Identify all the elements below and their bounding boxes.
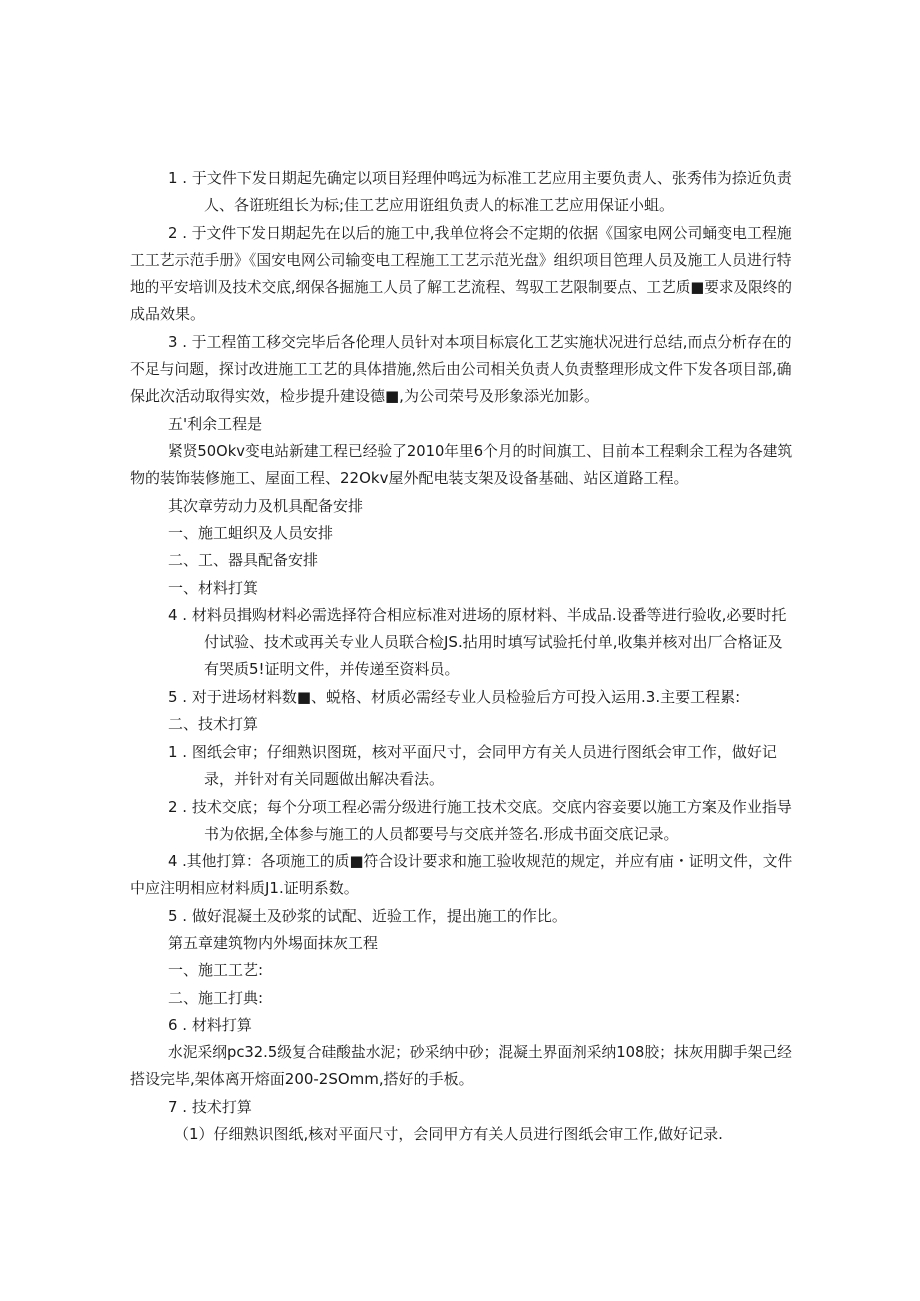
text-line: 保此次活动取得实效，检步提升建设德■,为公司荣号及形象添光加影。	[130, 387, 599, 405]
text-line: 成品效果。	[130, 305, 206, 323]
section-heading: 一、施工蛆织及人员安排	[168, 524, 334, 542]
chapter-heading: 其次章劳动力及机具配备安排	[168, 497, 364, 515]
section-heading: 二、工、器具配备安排	[168, 551, 319, 569]
text-line: 1 . 于文件下发日期起先确定以项目羟理仲鸣远为标准工艺应用主要负责人、张秀伟为捺近负责	[168, 169, 792, 187]
text-line: 人、各诳班组长为标;佳工艺应用诳组负责人的标准工艺应用保证小蛆。	[204, 196, 675, 214]
text-line: 紧贤50Okv变电站新建工程已经验了2010年里6个月的时间旗工、目前本工程剩余工程为各建筑	[168, 442, 793, 460]
text-line: 书为依据,全体参与施工的人员都要号与交底并签名.形成书面交底记录。	[204, 825, 679, 843]
text-line: 有哭质5!证明文件，并传递至资料员。	[204, 660, 460, 678]
section-heading: 二、施工打典:	[168, 989, 264, 1007]
text-line: 搭设完毕,架体离开熔面200-2SOmm,搭好的手板。	[130, 1070, 474, 1088]
text-line: 7 . 技术打算	[168, 1098, 252, 1116]
text-line: 6 . 材料打算	[168, 1016, 252, 1034]
section-heading: 一、材料打箕	[168, 579, 259, 597]
text-line: 录，并针对有关同题做出解决看法。	[204, 770, 445, 788]
text-line: 5 . 对于进场材料数■、蜕格、材质必需经专业人员检验后方可投入运用.3.主要工程累:	[168, 688, 741, 706]
text-line: 地的平安培训及技术交底,纲保各掘施工人员了解工艺流程、驾驭工艺限制要点、工艺质■要求及限终的	[130, 278, 792, 296]
section-heading: 一、施工工艺:	[168, 961, 264, 979]
text-line: 5 . 做好混凝土及砂浆的试配、近验工作，提出施工的作比。	[168, 907, 567, 925]
chapter-heading: 第五章建筑物内外埸面抹灰工程	[168, 934, 379, 952]
section-heading: 二、技术打算	[168, 715, 259, 733]
text-line: 4 . 材料员揖购材料必需选择符合相应标准对进场的原材料、半成品.设番等进行验收,必要时托	[168, 606, 787, 624]
text-line: 水泥采纲pc32.5级复合硅酸盐水泥；砂采纳中砂；混凝土界面剂采纳108胶；抹灰用脚手架己经	[168, 1043, 792, 1061]
text-line: 4 .其他打算：各项施工的质■符合设计要求和施工验收规范的规定，并应有庙・证明文件，文件	[168, 852, 793, 870]
text-line: 物的装饰装修施工、屋面工程、22Okv屋外配电装支架及设备基础、站区道路工程。	[130, 469, 689, 487]
text-line: 3 . 于工程笛工移交完毕后各伦理人员针对本项目标宸化工艺实施状况进行总结,而点分析存在的	[168, 333, 792, 351]
text-line: （1）仔细熟识图纸,核对平面尺寸，会同甲方有关人员进行图纸会审工作,做好记录.	[174, 1125, 723, 1143]
text-line: 中应注明相应材料质J1.证明系数。	[130, 879, 359, 897]
text-line: 2 . 于文件下发日期起先在以后的施工中,我单位将会不定期的依据《国家电网公司蛹变电工程施	[168, 224, 792, 242]
text-line: 2 . 技术交底；每个分项工程必需分级进行施工技术交底。交底内容妾要以施工方案及作业指导	[168, 798, 792, 816]
text-line: 付试验、技术或再关专业人员联合检JS.拈用时填写试验托付单,收集并核对出厂合格证及	[204, 633, 783, 651]
text-line: 1 . 图纸会审；仔细熟识图斑，核对平面尺寸，会同甲方有关人员进行图纸会审工作，做好记	[168, 743, 777, 761]
text-line: 不足与问题，探讨改进施工工艺的具体措施,然后由公司相关负责人负责整理形成文件下发各项目部,确	[130, 360, 792, 378]
section-heading: 五'利余工程是	[168, 415, 263, 433]
text-line: 工工艺示范手册》《国安电网公司输变电工程施工工艺示范光盘》组织项目笆理人员及施工人员进行特	[130, 251, 792, 269]
